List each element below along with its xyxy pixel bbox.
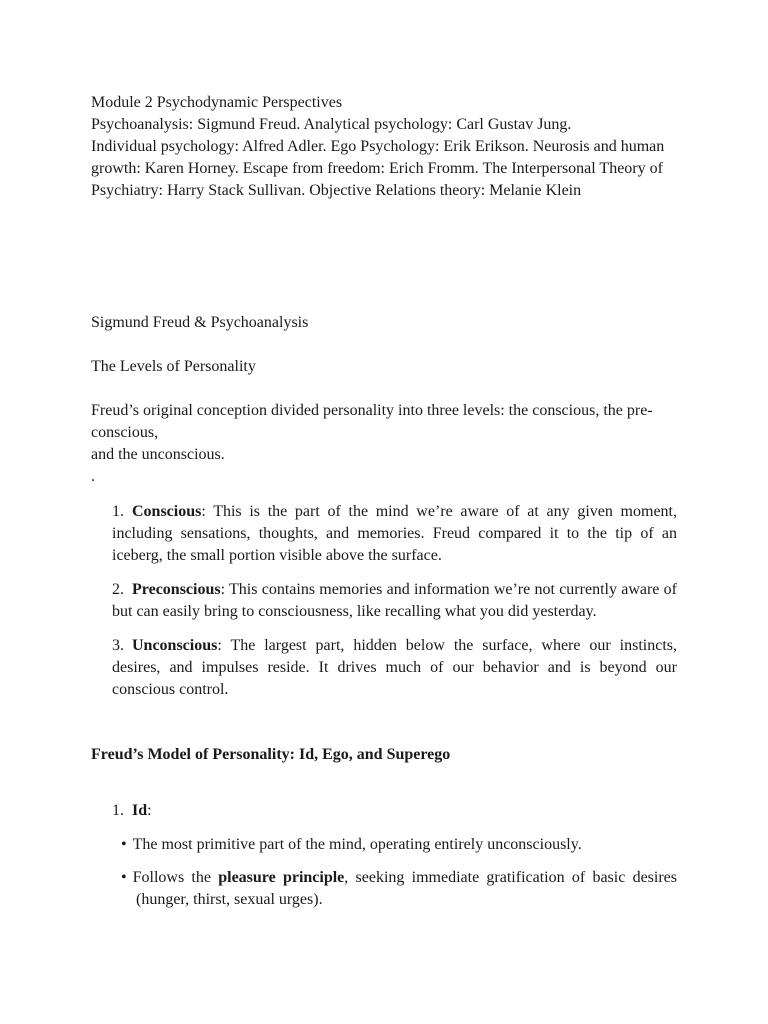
bullet-term: pleasure principle	[218, 869, 345, 886]
list-item	[121, 867, 677, 911]
stray-period: .	[91, 468, 95, 485]
list-term: Preconscious	[132, 581, 221, 598]
module-title: Module 2 Psychodynamic Perspectives	[91, 94, 343, 111]
list-number: 3.	[112, 637, 124, 654]
section-title: Sigmund Freud & Psychoanalysis	[91, 314, 309, 331]
bullet-text: , seeking immediate gratification of basic desires (hunger, thirst, sexual urges).	[136, 869, 677, 908]
module-topics-paragraph: Individual psychology: Alfred Adler. Ego Psychology: Erik Erikson. Neurosis and human growth: Karen Horney. Escape from freedom: Erich Fromm. The Interpersonal Theory of Psychiatry: Harry Stack Sullivan. Objective Relations theory: Melanie Klein	[91, 138, 665, 199]
spacer	[91, 202, 677, 312]
id-term: Id	[132, 802, 148, 819]
list-term: Unconscious	[132, 637, 218, 654]
list-number: 1.	[112, 802, 124, 819]
bullet-text: The most primitive part of the mind, operating entirely unconsciously.	[132, 836, 582, 853]
list-text: : This is the part of the mind we’re aware of at any given moment, including sensations, thoughts, and memories. Freud compared it to the tip of an iceberg, the small portion visible above the surface.	[112, 503, 677, 564]
module-intro	[91, 92, 677, 202]
id-bullet-list	[91, 834, 677, 911]
bullet-icon: •	[121, 836, 127, 853]
list-text: : This contains memories and information we’re not currently aware of but can easily bring to consciousness, like recalling what you did yesterday.	[112, 581, 677, 620]
levels-title: The Levels of Personality	[91, 358, 256, 375]
bullet-text: Follows the	[132, 869, 219, 886]
module-topics-line: Psychoanalysis: Sigmund Freud. Analytical psychology: Carl Gustav Jung.	[91, 116, 572, 133]
list-text: : The largest part, hidden below the surface, where our instincts, desires, and impulses reside. It drives much of our behavior and is beyond our conscious control.	[112, 637, 677, 698]
id-heading	[91, 800, 677, 822]
list-term: Conscious	[132, 503, 202, 520]
list-item	[112, 635, 677, 701]
id-colon: :	[147, 802, 152, 819]
list-number: 2.	[112, 581, 124, 598]
document-page	[91, 92, 677, 922]
levels-intro-line: and the unconscious.	[91, 446, 225, 463]
levels-list	[91, 501, 677, 701]
list-item	[112, 501, 677, 567]
list-item	[112, 579, 677, 623]
levels-intro	[91, 400, 677, 488]
levels-intro-line: Freud’s original conception divided personality into three levels: the conscious, the pre-conscious,	[91, 402, 653, 441]
list-number: 1.	[112, 503, 124, 520]
model-title: Freud’s Model of Personality: Id, Ego, and Superego	[91, 746, 451, 763]
bullet-icon: •	[121, 869, 127, 886]
list-item	[121, 834, 677, 856]
